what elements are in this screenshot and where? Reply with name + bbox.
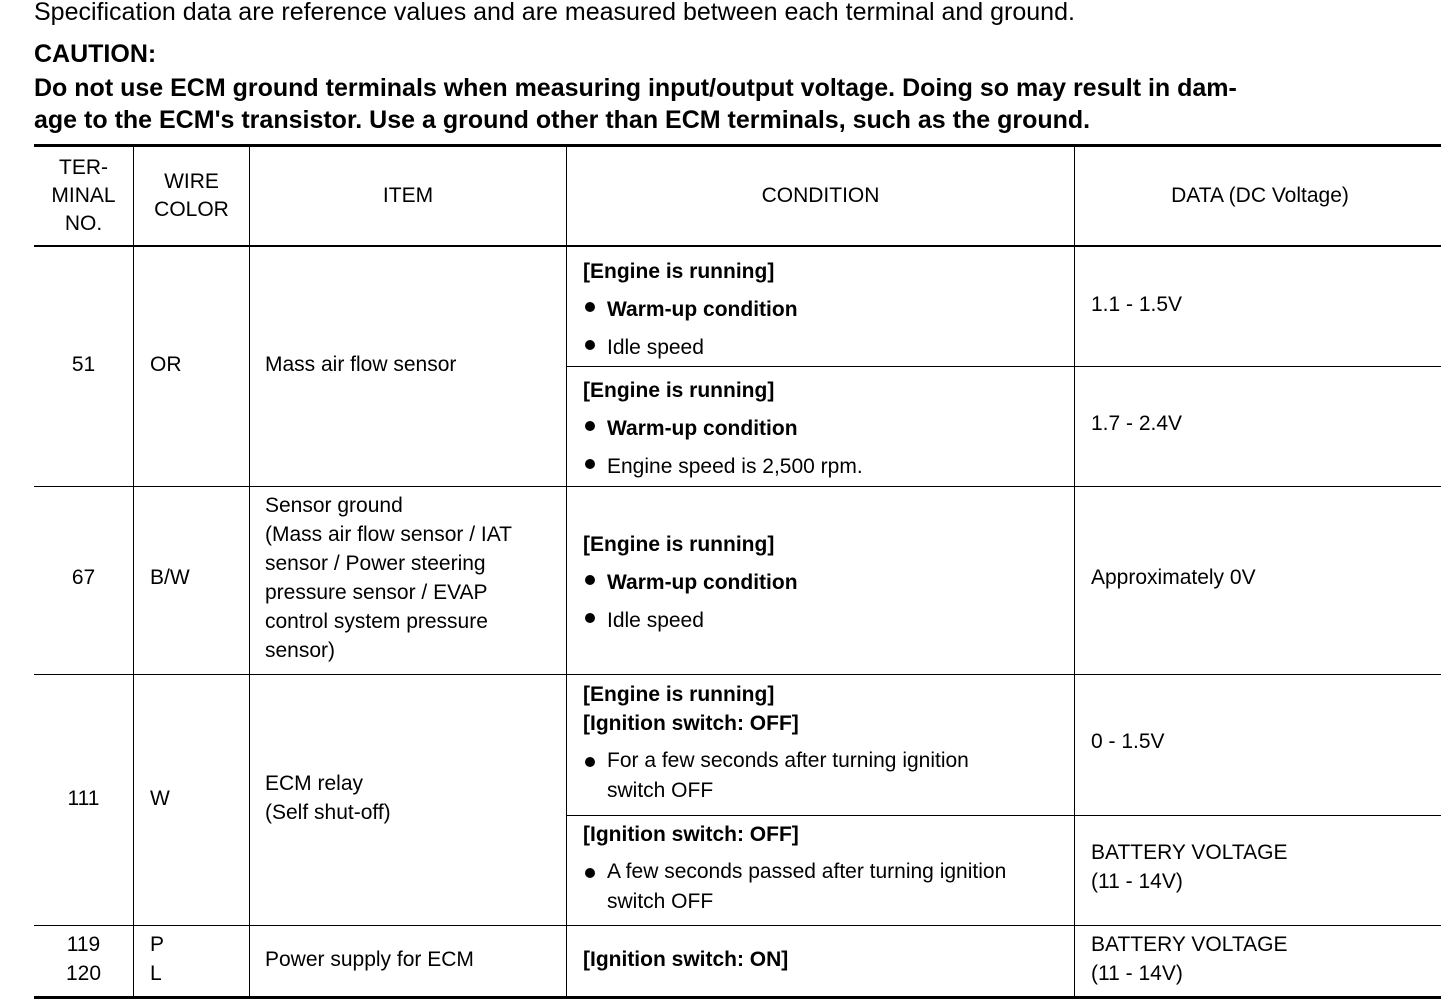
col-rule-1	[133, 147, 134, 996]
condition-title: [Ignition switch: OFF]	[583, 823, 799, 846]
data-line: BATTERY VOLTAGE	[1091, 933, 1288, 956]
condition-title: [Engine is running]	[583, 379, 775, 402]
caution-title: CAUTION:	[34, 40, 157, 68]
row-rule-2	[34, 674, 1441, 675]
header-condition-text: CONDITION	[761, 184, 880, 207]
bullet-line: switch OFF	[607, 779, 714, 802]
condition-111-a	[583, 680, 1063, 806]
condition-title: [Ignition switch: OFF]	[583, 712, 799, 735]
data-111-a: 0 - 1.5V	[1091, 730, 1165, 753]
condition-67	[583, 526, 1063, 640]
bullet-line: A few seconds passed after turning ignition	[607, 860, 1007, 883]
row-rule-1	[34, 486, 1441, 487]
header-item-text: ITEM	[382, 184, 434, 207]
col-rule-3	[566, 147, 567, 996]
condition-title: [Engine is running]	[583, 260, 775, 283]
caution-line-1: Do not use ECM ground terminals when measuring input/output voltage. Doing so may result in dam-	[34, 74, 1237, 102]
data-line: (11 - 14V)	[1091, 962, 1183, 985]
terminal-line: 119	[66, 933, 101, 956]
condition-bullet	[583, 857, 1063, 917]
subrow-rule-111	[567, 815, 1441, 816]
terminal-51: 51	[71, 353, 96, 376]
terminal-119-120	[34, 930, 133, 988]
wire-color-111: W	[150, 787, 170, 810]
item-line: ECM relay	[265, 772, 364, 795]
header-terminal-line: MINAL	[51, 184, 116, 207]
bullet-line: switch OFF	[607, 890, 714, 913]
condition-bullet: Idle speed	[583, 602, 1063, 640]
col-rule-4	[1074, 147, 1075, 996]
header-wire-color	[134, 147, 249, 245]
condition-51-a	[583, 253, 1063, 367]
item-line: (Self shut-off)	[265, 801, 391, 824]
item-line: sensor / Power steering	[265, 552, 486, 575]
condition-bullet: Warm-up condition	[583, 564, 1063, 602]
terminal-111: 111	[67, 787, 100, 810]
item-119-120: Power supply for ECM	[265, 948, 474, 971]
condition-title: [Ignition switch: ON]	[583, 948, 789, 971]
data-119-120	[1091, 930, 1287, 988]
item-line: pressure sensor / EVAP	[265, 581, 488, 604]
header-terminal-line: NO.	[64, 212, 103, 235]
header-wire-line: COLOR	[154, 198, 229, 221]
terminal-line: 120	[65, 962, 102, 985]
condition-111-b	[583, 820, 1063, 917]
terminal-67: 67	[71, 566, 96, 589]
item-67	[265, 491, 560, 665]
wire-line: L	[150, 962, 162, 985]
wire-color-119-120	[150, 930, 164, 988]
item-line: Sensor ground	[265, 494, 403, 517]
header-terminal-line: TER-	[59, 156, 108, 179]
data-line: BATTERY VOLTAGE	[1091, 841, 1288, 864]
condition-bullet: Idle speed	[583, 329, 1063, 367]
header-item	[250, 147, 566, 245]
data-51-b: 1.7 - 2.4V	[1091, 412, 1183, 435]
condition-bullet: Engine speed is 2,500 rpm.	[583, 448, 1063, 486]
caution-text	[34, 72, 1444, 136]
header-bottom-rule	[34, 245, 1441, 247]
item-line: (Mass air flow sensor / IAT	[265, 523, 512, 546]
header-condition	[567, 147, 1074, 245]
condition-51-b	[583, 372, 1063, 486]
header-data-text: DATA (DC Voltage)	[1171, 184, 1349, 207]
caution-line-2: age to the ECM's transistor. Use a ground other than ECM terminals, such as the ground.	[34, 106, 1091, 134]
intro-text: Specification data are reference values and are measured between each terminal and ground.	[34, 0, 1075, 26]
wire-line: P	[150, 933, 165, 956]
item-51: Mass air flow sensor	[265, 353, 457, 376]
condition-title: [Engine is running]	[583, 683, 775, 706]
item-line: sensor)	[265, 639, 336, 662]
data-51-a: 1.1 - 1.5V	[1091, 293, 1183, 316]
data-line: (11 - 14V)	[1091, 870, 1183, 893]
bullet-line: For a few seconds after turning ignition	[607, 749, 969, 772]
data-67: Approximately 0V	[1091, 566, 1256, 589]
wire-color-51: OR	[150, 353, 182, 376]
item-line: control system pressure	[265, 610, 488, 633]
condition-119-120	[583, 945, 1063, 974]
condition-bullet	[583, 746, 1063, 806]
header-data	[1075, 147, 1445, 245]
header-terminal	[34, 147, 133, 245]
item-111	[265, 769, 391, 827]
table-bottom-rule	[34, 996, 1441, 999]
col-rule-2	[249, 147, 250, 996]
wire-color-67: B/W	[150, 566, 190, 589]
row-rule-3	[34, 925, 1441, 926]
condition-title: [Engine is running]	[583, 533, 775, 556]
condition-bullet: Warm-up condition	[583, 410, 1063, 448]
header-wire-line: WIRE	[164, 170, 219, 193]
condition-bullet: Warm-up condition	[583, 291, 1063, 329]
data-111-b	[1091, 838, 1287, 896]
